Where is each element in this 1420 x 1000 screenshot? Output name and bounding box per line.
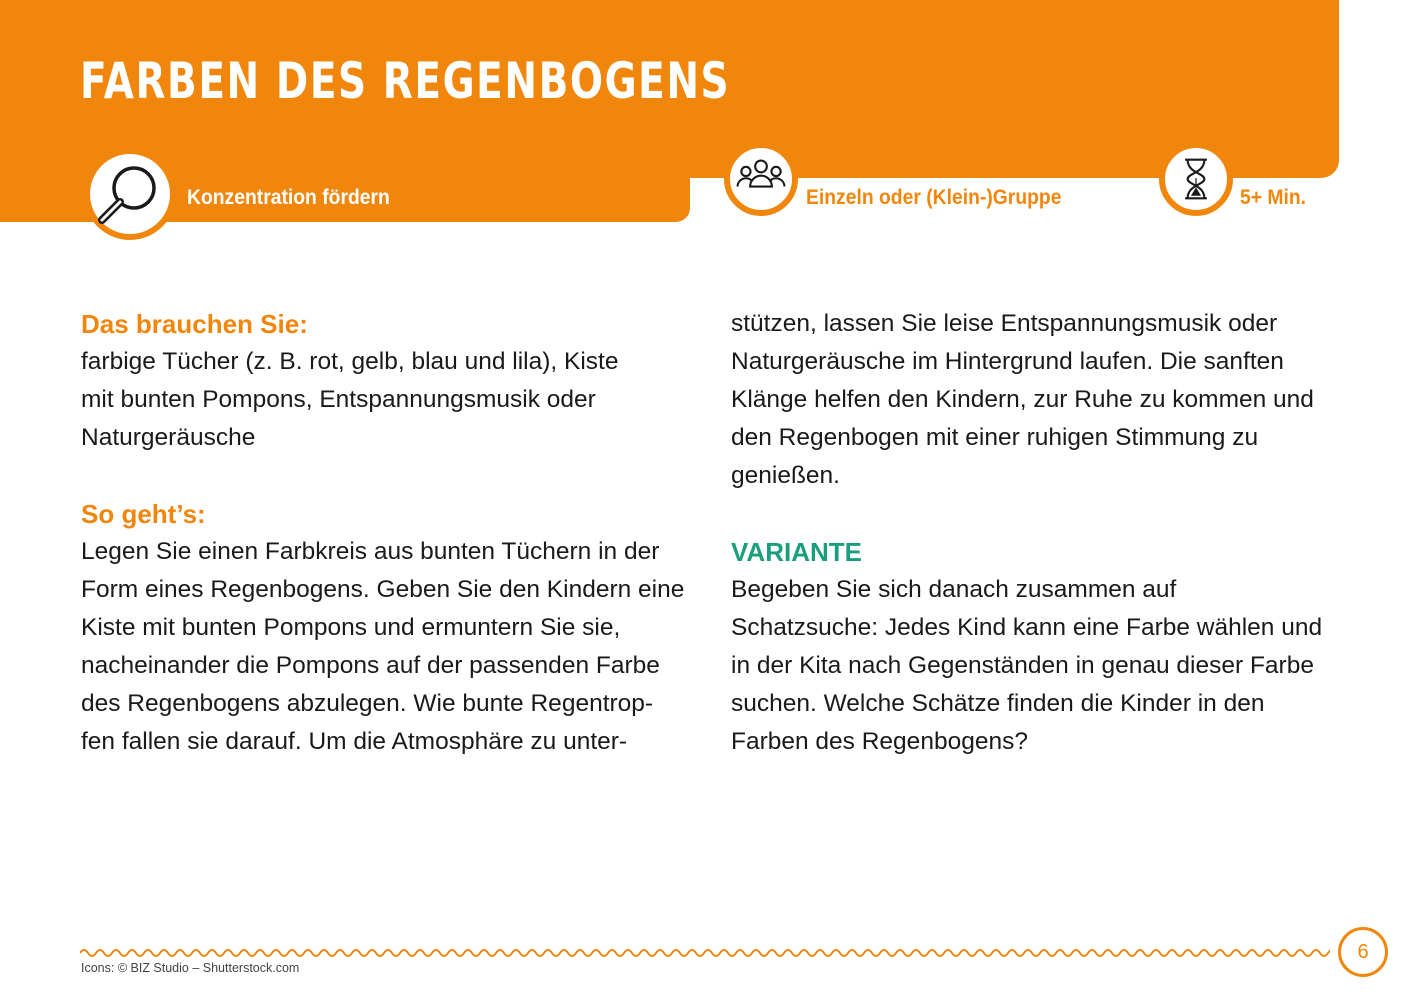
category-label: Konzentration fördern [187,186,390,209]
icon-credits: Icons: © BIZ Studio – Shutterstock.com [81,961,300,975]
magnifier-icon [84,148,176,240]
right-column [731,305,1351,761]
materials-text: farbige Tücher (z. B. rot, gelb, blau und lila), Kiste mit bunten Pompons, Entspannungsmusik oder Naturgeräusche [81,348,619,451]
duration-label: 5+ Min. [1240,186,1307,209]
group-label: Einzeln oder (Klein-)Gruppe [806,186,1062,209]
hourglass-icon [1159,142,1233,216]
left-column [81,305,701,761]
variant-text: Begeben Sie sich danach zusammen auf Schatzsuche: Jedes Kind kann eine Farbe wählen und in der Kita nach Gegenständen in genau dieser Farbe suchen. Welche Schätze finden die Kinder in den Farben des Regenbogens? [731,576,1323,755]
howto-heading: So geht’s: [81,499,206,529]
wavy-divider [80,944,1330,962]
continuation-text: stützen, lassen Sie leise Entspannungsmusik oder Naturgeräusche im Hintergrund laufen. Die sanften Klänge helfen den Kindern, zur Ruhe zu kommen und den Regenbogen mit einer ruhigen Stimmung zu genießen. [731,310,1314,489]
group-icon [724,142,798,216]
materials-heading: Das brauchen Sie: [81,309,308,339]
page-title: FARBEN DES REGENBOGENS [80,52,731,110]
variant-heading: VARIANTE [731,537,862,567]
howto-text: Legen Sie einen Farbkreis aus bunten Tüchern in der Form eines Regenbogens. Geben Sie den Kindern eine Kiste mit bunten Pompons und ermuntern Sie sie, nacheinander die Pompons auf der passenden Farbe des Regenbogens abzulegen. Wie bunte Regentrop-fen fallen sie darauf. Um die Atmosphäre zu unter- [81,538,685,755]
page-number: 6 [1338,927,1388,977]
